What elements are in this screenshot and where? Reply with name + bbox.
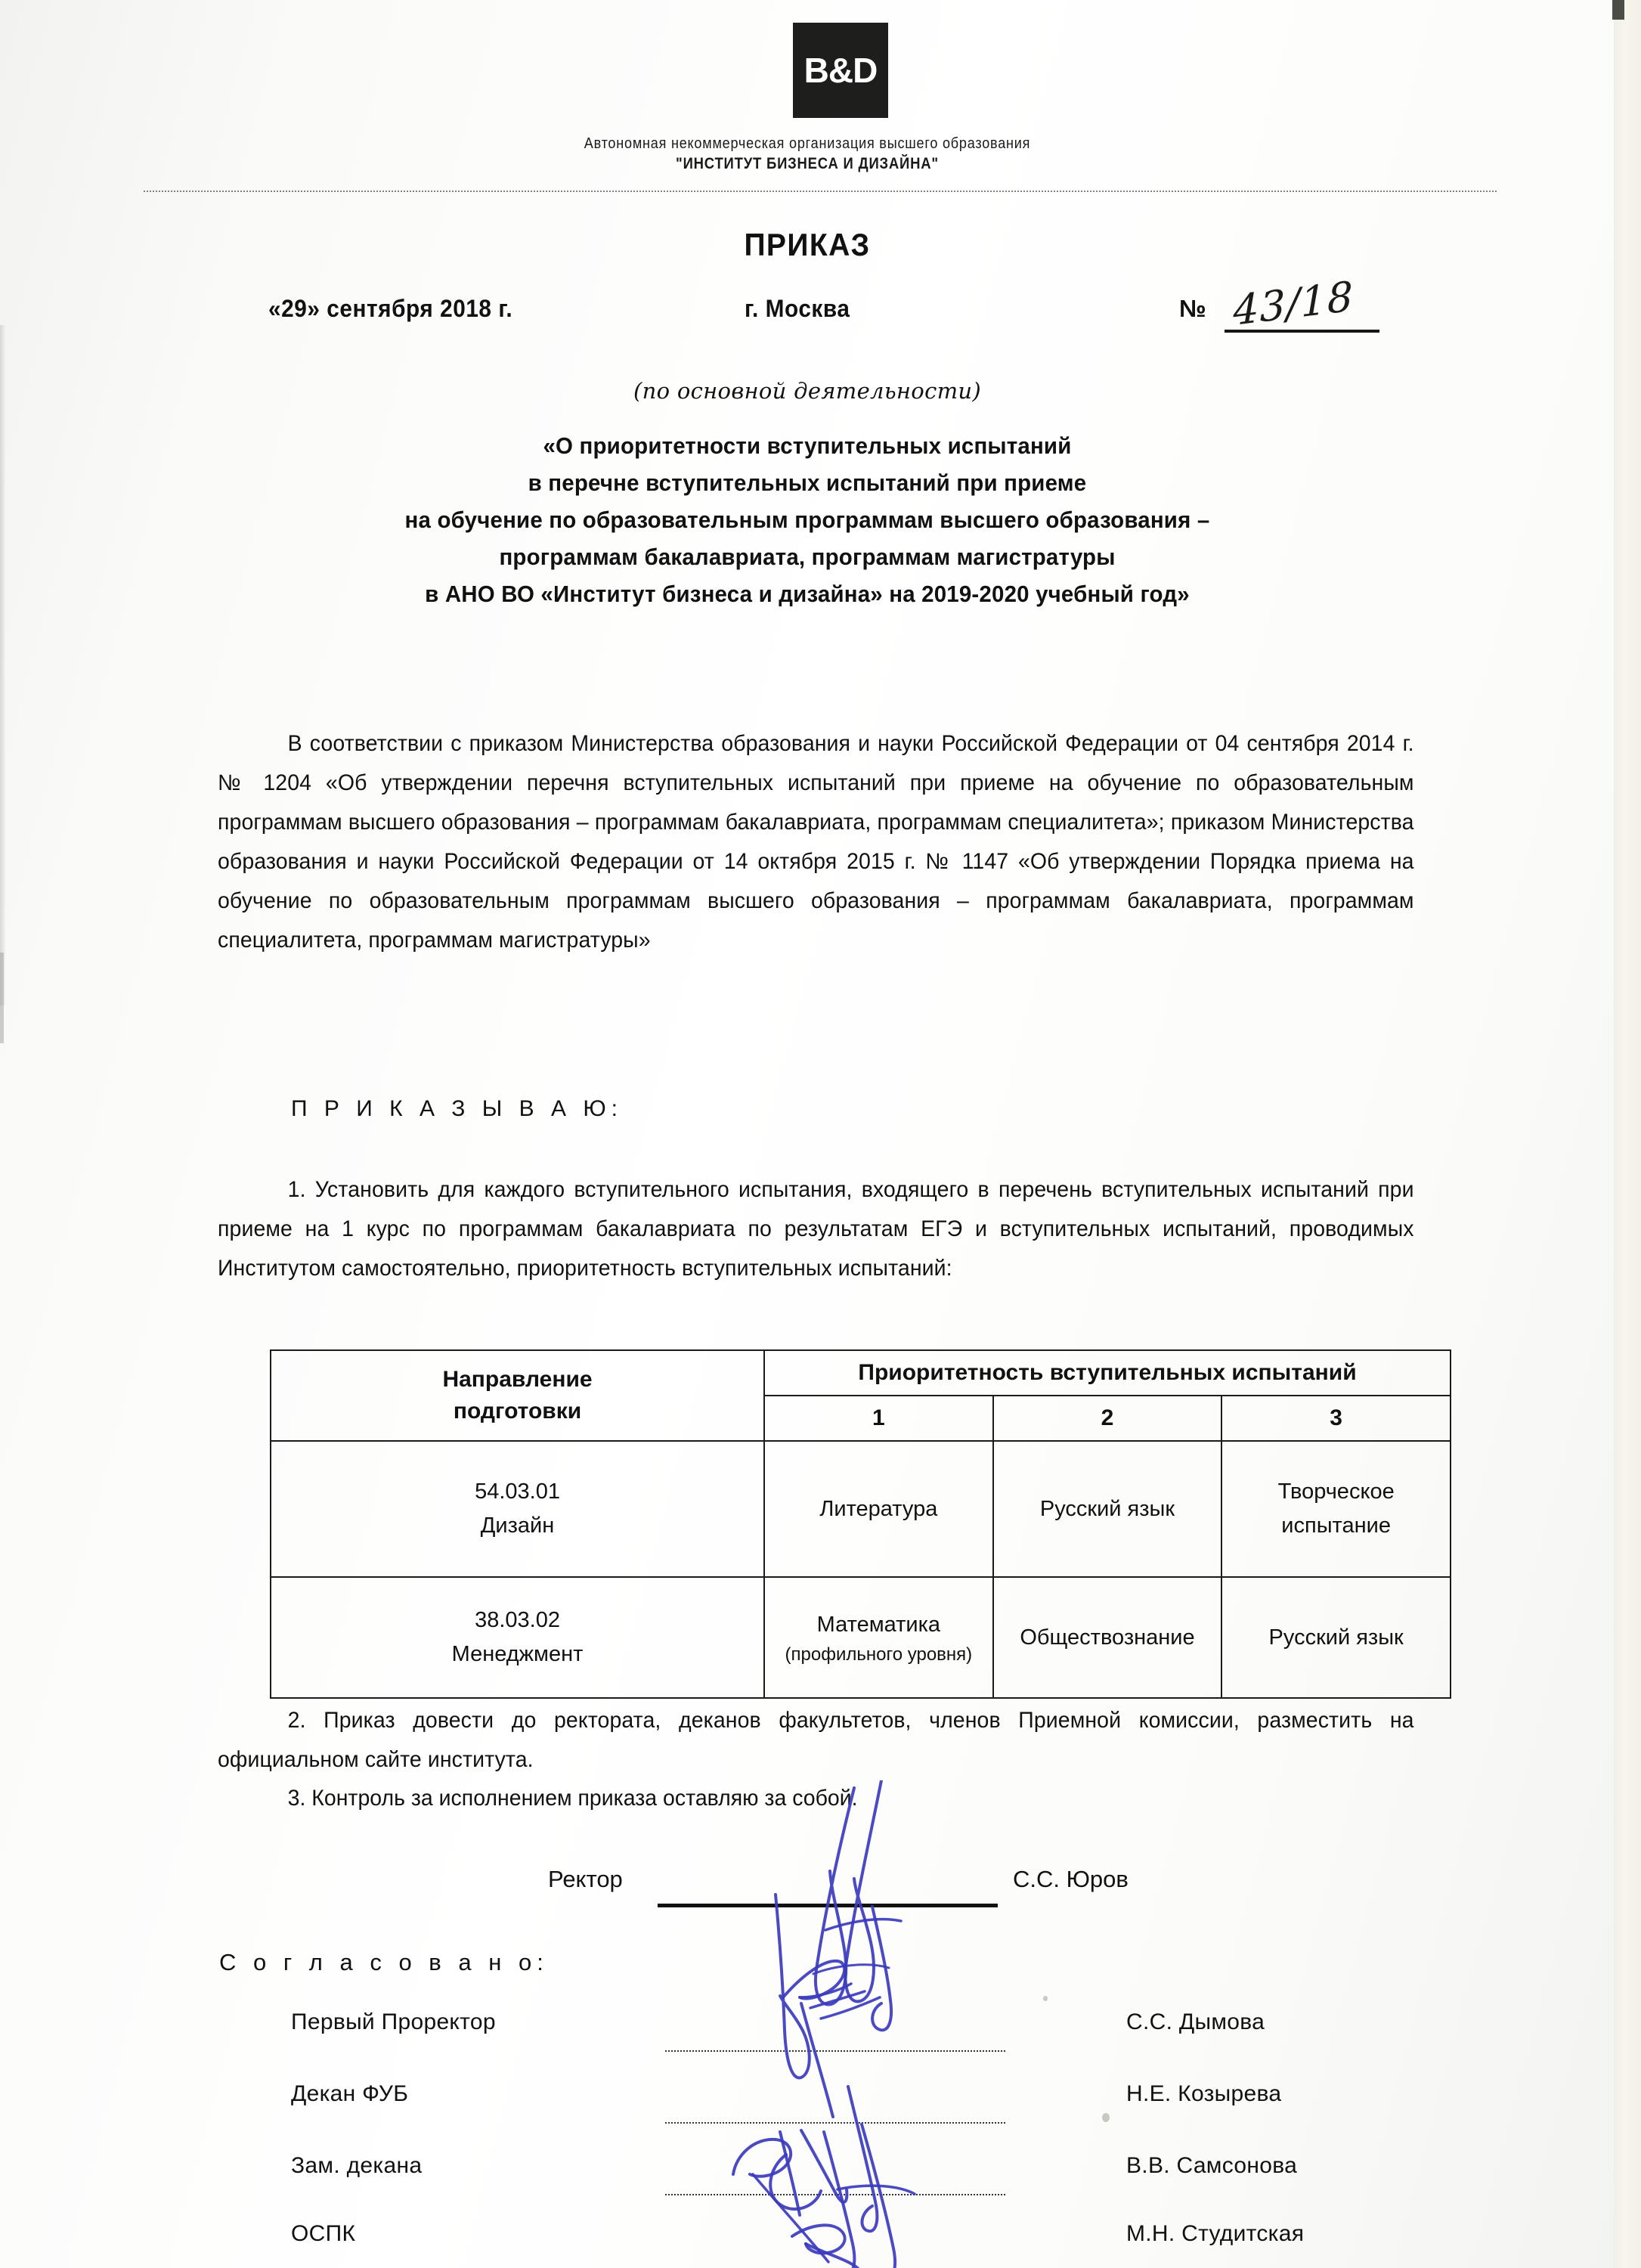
scan-speck [1102, 2113, 1110, 2122]
cell-direction [271, 1441, 764, 1577]
rector-label: Ректор [548, 1866, 623, 1892]
cell-priority-2 [993, 1577, 1222, 1698]
header-priority: Приоритетность вступительных испытаний [764, 1350, 1451, 1396]
document-city: г. Москва [745, 295, 850, 322]
direction-name: Дизайн [480, 1514, 555, 1538]
approval-name: В.В. Самсонова [1126, 2153, 1298, 2178]
priority-1-subject-note: (профильного уровня) [785, 1644, 973, 1665]
approval-role: Зам. декана [291, 2153, 423, 2178]
approval-name: М.Н. Студитская [1126, 2221, 1305, 2246]
document-title-line: программам бакалавриата, программам магистратуры [499, 544, 1116, 570]
table-row [271, 1441, 1451, 1577]
direction-code: 54.03.01 [475, 1479, 560, 1504]
paragraph-intro [218, 724, 1414, 960]
priority-3-subject-line1: Творческое [1277, 1479, 1395, 1504]
rector-signature-line [658, 1904, 998, 1907]
document-title-line: на обучение по образовательным программам высшего образования – [404, 507, 1210, 533]
paragraph-item-3 [218, 1779, 1414, 1818]
approval-role: Декан ФУБ [291, 2081, 409, 2106]
cell-priority-3 [1221, 1441, 1451, 1577]
header-priority-3: 3 [1221, 1396, 1451, 1441]
header-direction-line2: подготовки [453, 1399, 582, 1424]
approval-name: С.С. Дымова [1126, 2009, 1265, 2034]
priority-table [270, 1349, 1451, 1699]
header-direction [271, 1350, 764, 1441]
cell-priority-1 [764, 1577, 993, 1698]
logo-text: B&D [803, 51, 878, 90]
cell-priority-3 [1221, 1577, 1451, 1698]
letterhead-divider [144, 191, 1497, 192]
approval-row [0, 2221, 1615, 2266]
scan-right-edge [1614, 0, 1641, 2268]
approval-row [0, 2081, 1615, 2127]
approval-role: ОСПК [291, 2221, 356, 2246]
approval-role: Первый Проректор [291, 2009, 496, 2034]
rector-signature-row [0, 1866, 1615, 1911]
approval-signature-line [665, 2050, 1005, 2052]
approval-name: Н.Е. Козырева [1126, 2081, 1282, 2106]
table-head [271, 1350, 1451, 1441]
priority-3-subject-line1: Русский язык [1268, 1625, 1404, 1650]
document-number-handwritten: 43/18 [1232, 272, 1355, 335]
document-subtitle: (по основной деятельности) [633, 378, 982, 404]
rector-name: С.С. Юров [1013, 1866, 1129, 1892]
scan-edge-artifact [1612, 0, 1624, 20]
header-direction-line1: Направление [442, 1367, 593, 1392]
document-title-line: в перечне вступительных испытаний при приеме [528, 469, 1087, 496]
document-title-line: «О приоритетности вступительных испытаний [543, 432, 1072, 459]
paragraph-item-1-text: 1. Установить для каждого вступительного испытания, входящего в перечень вступительных испытаний при приеме на 1 курс по программам бакалавриата по результатам ЕГЭ и вступительных испытаний, проводимых Институтом самостоятельно, приоритетность вступительных испытаний: [218, 1177, 1414, 1281]
approval-signature-line [665, 2194, 1005, 2195]
document-date: «29» сентября 2018 г. [268, 295, 513, 322]
priority-2-subject: Русский язык [1039, 1496, 1175, 1521]
priority-1-subject: Математика [816, 1612, 941, 1637]
priority-1-subject: Литература [819, 1496, 938, 1521]
approval-row [0, 2009, 1615, 2055]
direction-code: 38.03.02 [475, 1608, 560, 1632]
header-priority-1: 1 [764, 1396, 993, 1441]
priority-3-subject-line2: испытание [1281, 1514, 1391, 1538]
paragraph-item-2-text: 2. Приказ довести до ректората, деканов факультетов, членов Приемной комиссии, разместить на официальном сайте института. [218, 1708, 1414, 1772]
header-priority-2: 2 [993, 1396, 1222, 1441]
paragraph-item-3-text: 3. Контроль за исполнением приказа оставляю за собой. [287, 1786, 858, 1811]
table-body [271, 1441, 1451, 1698]
cell-priority-1 [764, 1441, 993, 1577]
table-header-row [271, 1350, 1451, 1396]
priority-2-subject: Обществознание [1020, 1625, 1195, 1650]
paragraph-item-1 [218, 1170, 1414, 1288]
approvals-heading: С о г л а с о в а н о: [219, 1949, 549, 1975]
organization-line-1: Автономная некоммерческая организация высшего образования [584, 135, 1031, 152]
document-number-rule [1225, 330, 1379, 333]
document-type-heading: ПРИКАЗ [744, 227, 871, 262]
document-meta-row [0, 272, 1615, 335]
bd-logo [793, 23, 888, 118]
direction-name: Менеджмент [451, 1642, 584, 1666]
organization-line-2: "ИНСТИТУТ БИЗНЕСА И ДИЗАЙНА" [676, 155, 939, 172]
document-title [0, 427, 1615, 612]
document-number-label: № [1179, 295, 1206, 322]
approval-row [0, 2153, 1615, 2198]
scan-speck [1043, 1996, 1048, 2001]
paragraph-intro-text: В соответствии с приказом Министерства образования и науки Российской Федерации от 04 сентября 2014 г. № 1204 «Об утверждении перечня вступительных испытаний при приеме на обучение по образовательным программам высшего образования – программам бакалавриата, программам специалитета»; приказом Министерства образования и науки Российской Федерации от 14 октября 2015 г. № 1147 «Об утверждении Порядка приема на обучение по образовательным программам высшего образования – программам бакалавриата, программам специалитета, программам магистратуры» [218, 731, 1414, 953]
cell-priority-2 [993, 1441, 1222, 1577]
paragraph-item-2 [218, 1701, 1414, 1780]
document-title-line: в АНО ВО «Институт бизнеса и дизайна» на 2019-2020 учебный год» [425, 581, 1190, 607]
commands-heading: П Р И К А З Ы В А Ю: [291, 1096, 623, 1121]
scan-left-shadow-2 [0, 953, 4, 1043]
cell-direction [271, 1577, 764, 1698]
approval-signature-line [665, 2122, 1005, 2124]
table-row [271, 1577, 1451, 1698]
